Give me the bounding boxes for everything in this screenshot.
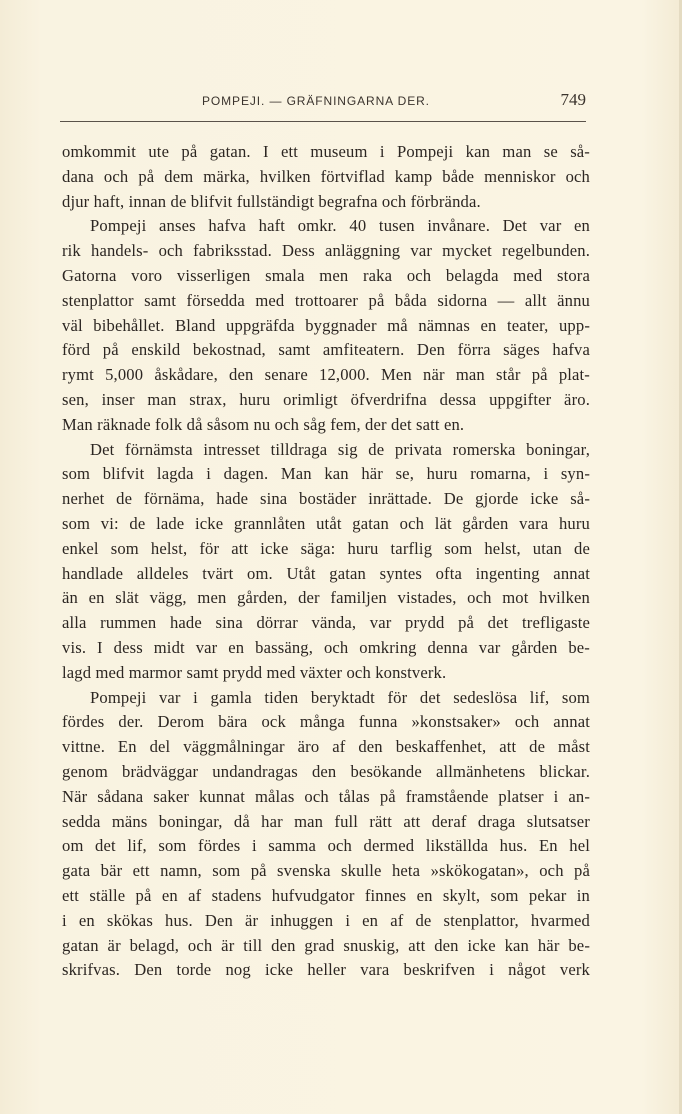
- text-line: rik handels- och fabriksstad. Dess anläggning var mycket regelbunden.: [62, 241, 590, 261]
- text-line: Det förnämsta intresset tilldraga sig de privata romerska boningar,: [90, 439, 590, 459]
- text-line: vittne. En del väggmålningar äro af den beskaffenhet, att de måst: [62, 737, 590, 757]
- text-line: lagd med marmor samt prydd med växter och konstverk.: [62, 662, 447, 682]
- text-line: genom brädväggar undandragas den besökande allmänhetens blickar.: [62, 761, 590, 781]
- text-line: dana och på dem märka, hvilken förtviflad kamp både menniskor och: [62, 166, 590, 186]
- text-line: än en slät vägg, men gården, der familjen vistades, och mot hvilken: [62, 588, 590, 608]
- text-line: som vi: de lade icke grannlåten utåt gatan och lät gården vara huru: [62, 513, 590, 533]
- text-line: stenplattor samt försedda med trottoarer på båda sidorna — allt ännu: [62, 290, 590, 310]
- text-line: Pompeji var i gamla tiden beryktadt för det sedeslösa lif, som: [90, 687, 590, 707]
- text-line: djur haft, innan de blifvit fullständigt begrafna och förbrända.: [62, 191, 481, 211]
- text-line: gatan är belagd, och är till den grad snuskig, att den icke kan här be-: [62, 935, 590, 955]
- text-line: förd på enskild bekostnad, samt amfiteatern. Den förra säges hafva: [62, 340, 590, 360]
- text-line: nerhet de förnäma, hade sina bostäder inrättade. De gjorde icke så-: [62, 489, 590, 509]
- text-line: rymt 5,000 åskådare, den senare 12,000. Men när man står på plat-: [62, 365, 590, 385]
- body-text: [62, 140, 590, 983]
- running-head: POMPEJI. — GRÄFNINGARNA DER.: [202, 94, 430, 108]
- text-line: Pompeji anses hafva haft omkr. 40 tusen invånare. Det var en: [90, 216, 590, 236]
- text-line: skrifvas. Den torde nog icke heller vara beskrifven i något verk: [62, 960, 590, 980]
- text-line: När sådana saker kunnat målas och tålas på framstående platser i an-: [62, 786, 590, 806]
- text-line: ett ställe på en af stadens hufvudgator finnes en skylt, som pekar in: [62, 885, 590, 905]
- text-line: väl bibehållet. Bland uppgräfda byggnader må nämnas en teater, upp-: [62, 315, 590, 335]
- text-line: fördes der. Derom bära ock många funna »konstsaker» och annat: [62, 712, 590, 732]
- text-line: enkel som helst, för att icke säga: huru tarflig som helst, utan de: [62, 538, 590, 558]
- text-line: om det lif, som fördes i samma och dermed likställda hus. En hel: [62, 836, 590, 856]
- text-line: handlade alldeles tvärt om. Utåt gatan syntes ofta ingenting annat: [62, 563, 590, 583]
- text-line: som blifvit lagda i dagen. Man kan här se, huru romarna, i syn-: [62, 464, 590, 484]
- text-line: sedda mäns boningar, då har man full rätt att deraf draga slutsatser: [62, 811, 590, 831]
- text-line: alla rummen hade sina dörrar vända, var prydd på det trefligaste: [62, 613, 590, 633]
- header-rule: [60, 121, 586, 122]
- text-line: omkommit ute på gatan. I ett museum i Pompeji kan man se så-: [62, 142, 590, 161]
- text-line: gata bär ett namn, som på svenska skulle heta »skökogatan», och på: [62, 861, 590, 881]
- text-line: i en skökas hus. Den är inhuggen i en af de stenplattor, hvarmed: [62, 910, 590, 930]
- page-number: 749: [560, 90, 586, 109]
- text-line: vis. I dess midt var en bassäng, och omkring denna var gården be-: [62, 637, 590, 657]
- page-header: [60, 90, 588, 114]
- text-line: sen, inser man strax, huru orimligt öfverdrifna dessa uppgifter äro.: [62, 389, 590, 409]
- text-line: Man räknade folk då såsom nu och såg fem, der det satt en.: [62, 414, 465, 434]
- text-line: Gatorna voro visserligen smala men raka och belagda med stora: [62, 265, 590, 285]
